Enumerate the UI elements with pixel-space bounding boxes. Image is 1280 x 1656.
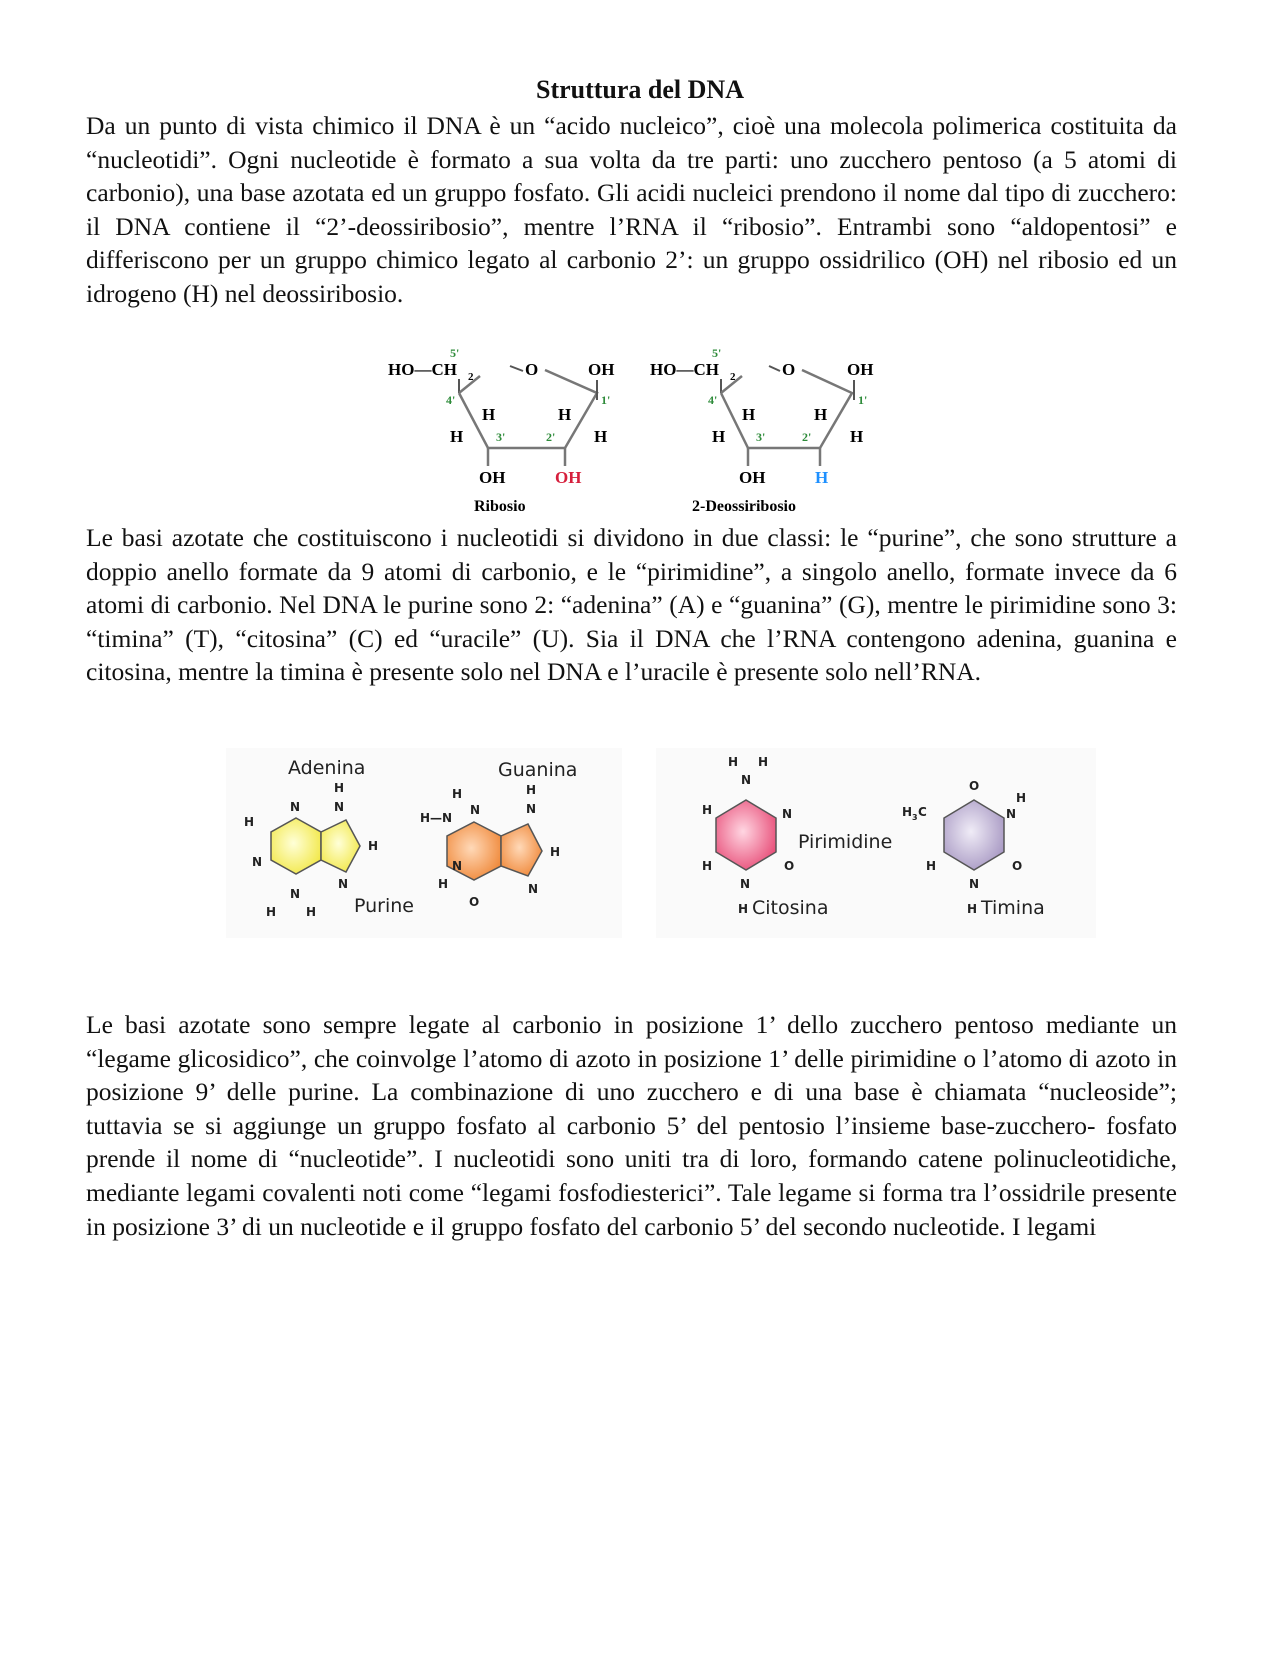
paragraph-intro: Da un punto di vista chimico il DNA è un “acido nucleico”, cioè una molecola polimerica costituita da “nucleotidi”. Ogni nucleotide è formato a sua volta da tre parti: uno zucchero pentoso (a 5 atomi di carbonio), una base azotata ed un gruppo fosfato. Gli acidi nucleici prendono il nome dal tipo di zucchero: il DNA contiene il “2’-deossiribosio”, mentre l’RNA il “ribosio”. Entrambi sono “aldopentosi” e differiscono per un gruppo chimico legato al carbonio 2’: un gruppo ossidrilico (OH) nel ribosio ed un idrogeno (H) nel deossiribosio.: [86, 111, 1177, 308]
deoxy-pos3: 3': [756, 430, 766, 444]
deoxy-h-c4: H: [742, 405, 756, 424]
adenine-h-left: H: [244, 815, 255, 829]
ribose-pos5: 5': [450, 346, 460, 360]
deoxy-oh3: OH: [739, 468, 766, 487]
adenine-label: Adenina: [288, 757, 366, 779]
deoxy-sub2: 2: [730, 371, 736, 383]
pyrimidines-label: Pirimidine: [798, 831, 893, 853]
cytosine-h-amino2: H: [758, 755, 769, 769]
deoxyribose-structure: [650, 346, 873, 515]
ribose-oh3: OH: [479, 468, 506, 487]
guanine-n9: N: [526, 802, 537, 816]
ribose-oh1: OH: [588, 360, 615, 379]
guanine-o: O: [469, 895, 480, 909]
deoxy-c2-h: H: [815, 468, 829, 487]
thymine-o: O: [1012, 859, 1023, 873]
deoxy-h-c2: H: [814, 405, 828, 424]
thymine-n3: N: [1006, 807, 1017, 821]
thymine-h3c-h: H: [902, 805, 913, 819]
thymine-label: Timina: [981, 897, 1045, 919]
guanine-n1: N: [452, 859, 463, 873]
ribose-pos1: 1': [601, 393, 611, 407]
adenine-h-right: H: [368, 839, 379, 853]
guanine-label: Guanina: [498, 759, 578, 781]
adenine-n3: N: [252, 855, 263, 869]
ribose-pos4: 4': [446, 393, 456, 407]
adenine-n-amino: N: [290, 887, 301, 901]
cytosine-o: O: [784, 859, 795, 873]
deoxy-pos2: 2': [802, 430, 812, 444]
purines-label: Purine: [354, 895, 414, 917]
adenine-n9: N: [334, 800, 345, 814]
adenine-h-amino2: H: [306, 905, 317, 919]
ribose-c2-oh: OH: [555, 468, 582, 487]
ribose-h-left: H: [450, 427, 464, 446]
cytosine-label: Citosina: [752, 897, 829, 919]
cytosine-h-n1: H: [738, 902, 749, 916]
adenine-h-amino1: H: [266, 905, 277, 919]
adenine-n1: N: [290, 800, 301, 814]
guanine-h-n1: H: [438, 877, 449, 891]
thymine-h-n3: H: [1016, 791, 1027, 805]
cytosine-h-c5: H: [702, 803, 713, 817]
guanine-hn: H—N: [420, 811, 453, 825]
ribose-h-right: H: [594, 427, 608, 446]
deoxy-pos4: 4': [708, 393, 718, 407]
thymine-h-n1: H: [967, 902, 978, 916]
adenine-h-top: H: [334, 781, 345, 795]
ribose-h-c2: H: [558, 405, 572, 424]
ribose-structure: [388, 346, 614, 515]
cytosine-h-amino1: H: [728, 755, 739, 769]
deoxy-oh1: OH: [847, 360, 874, 379]
ribose-ho-ch2: HO—CH: [388, 360, 457, 379]
thymine-h3c-c: C: [918, 805, 927, 819]
cytosine-n-amino: N: [741, 773, 752, 787]
thymine-h3c-sub: 3: [912, 813, 918, 822]
guanine-h-amino: H: [452, 787, 463, 801]
ribose-pos3: 3': [496, 430, 506, 444]
cytosine-h-c6: H: [702, 859, 713, 873]
thymine-n1: N: [969, 877, 980, 891]
ribose-sub2: 2: [468, 371, 474, 383]
page-title: Struttura del DNA: [536, 75, 744, 104]
ribose-caption: Ribosio: [474, 498, 526, 515]
thymine-h-c6: H: [926, 859, 937, 873]
guanine-h-top: H: [526, 783, 537, 797]
deoxy-ring-o: O: [782, 360, 796, 379]
deoxy-pos5: 5': [712, 346, 722, 360]
ribose-ring-o: O: [525, 360, 539, 379]
adenine-n7: N: [338, 877, 349, 891]
ribose-h-c4: H: [482, 405, 496, 424]
deoxy-caption: 2-Deossiribosio: [692, 498, 796, 515]
paragraph-bases: Le basi azotate che costituiscono i nucleotidi si dividono in due classi: le “purine”, che sono strutture a doppio anello formate da 9 atomi di carbonio, e le “pirimidine”, a singolo anello, formate invece da 6 atomi di carbonio. Nel DNA le purine sono 2: “adenina” (A) e “guanina” (G), mentre le pirimidine sono 3: “timina” (T), “citosina” (C) ed “uracile” (U). Sia il DNA che l’RNA contengono adenina, guanina e citosina, mentre la timina è presente solo nel DNA e l’uracile è presente solo nell’RNA.: [86, 523, 1177, 687]
ribose-pos2: 2': [546, 430, 556, 444]
paragraph-bonds: Le basi azotate sono sempre legate al carbonio in posizione 1’ dello zucchero pentoso mediante un “legame glicosidico”, che coinvolge l’atomo di azoto in posizione 1’ delle pirimidine o l’atomo di azoto in posizione 9’ delle purine. La combinazione di uno zucchero e di una base è chiamata “nucleoside”; tuttavia se si aggiunge un gruppo fosfato al carbonio 5’ del pentosio l’insieme base-zucchero- fosfato prende il nome di “nucleotide”. I nucleotidi sono uniti tra di loro, formando catene polinucleotidiche, mediante legami covalenti noti come “legami fosfodiesterici”. Tale legame si forma tra l’ossidrile presente in posizione 3’ di un nucleotide e il gruppo fosfato del carbonio 5’ del secondo nucleotide. I legami: [86, 1010, 1177, 1241]
deoxy-h-left: H: [712, 427, 726, 446]
guanine-n3: N: [470, 803, 481, 817]
cytosine-n1: N: [740, 877, 751, 891]
cytosine-n3: N: [782, 807, 793, 821]
sugars-figure: [380, 338, 900, 520]
guanine-h-right: H: [550, 845, 561, 859]
guanine-n7: N: [528, 882, 539, 896]
bases-figure: [226, 748, 1096, 938]
deoxy-pos1: 1': [858, 393, 868, 407]
deoxy-ho-ch2: HO—CH: [650, 360, 719, 379]
thymine-o-top: O: [969, 779, 980, 793]
deoxy-h-right: H: [850, 427, 864, 446]
